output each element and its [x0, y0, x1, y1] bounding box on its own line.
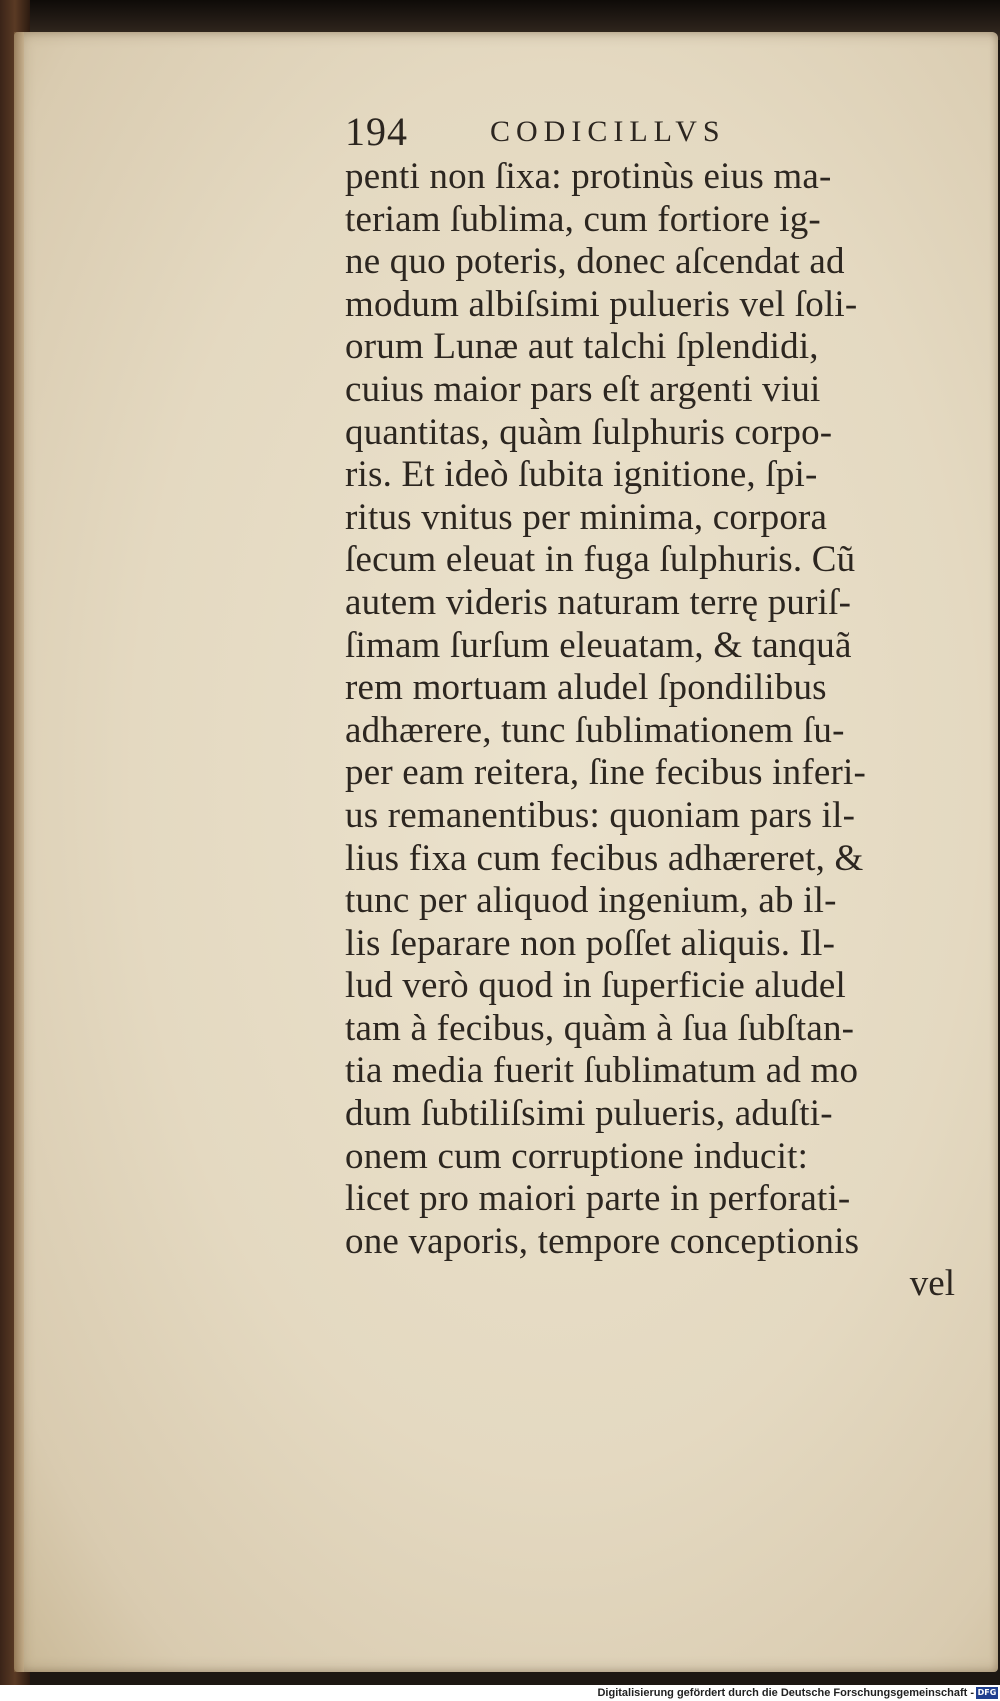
text-line: per eam reitera, ſine fecibus inferi- [345, 752, 867, 794]
running-head [345, 108, 955, 156]
text-line: tunc per aliquod ingenium, ab il- [345, 880, 837, 922]
text-line: one vaporis, tempore conceptionis [345, 1220, 860, 1262]
text-line: orum Lunæ aut talchi ſplendidi, [345, 326, 819, 368]
text-line: ris. Et ideò ſubita ignitione, ſpi- [345, 454, 818, 496]
text-line: quantitas, quàm ſulphuris corpo- [345, 411, 833, 453]
text-line: modum albiſsimi pulueris vel ſoli- [345, 283, 858, 325]
text-line: cuius maior pars eſt argenti viui [345, 368, 821, 410]
text-line: ne quo poteris, donec aſcendat ad [345, 241, 845, 283]
page-gutter-shadow [14, 32, 24, 1672]
text-line: adhærere, tunc ſublimationem ſu- [345, 709, 845, 751]
dfg-logo-icon: DFG [977, 1688, 997, 1697]
body-text [345, 156, 955, 1263]
funding-credit: Digitalisierung gefördert durch die Deutsche Forschungsgemeinschaft - [597, 1687, 974, 1699]
text-line: rem mortuam aludel ſpondilibus [345, 667, 827, 709]
page-number: 194 [345, 109, 408, 154]
text-line: ritus vnitus per minima, corpora [345, 496, 828, 538]
text-line: autem videris naturam terrę puriſ- [345, 581, 852, 623]
text-line: licet pro maiori parte in perforati- [345, 1178, 851, 1220]
text-line: dum ſubtiliſsimi pulueris, aduſti- [345, 1093, 833, 1135]
text-line: lius fixa cum fecibus adhæreret, & [345, 837, 864, 879]
text-line: us remanentibus: quoniam pars il- [345, 794, 856, 836]
catchword: vel [909, 1263, 955, 1305]
text-line: ſecum eleuat in fuga ſulphuris. Cũ [345, 539, 856, 581]
text-block [345, 108, 955, 1306]
text-line: lud verò quod in ſuperficie aludel [345, 965, 847, 1007]
text-line: tia media fuerit ſublimatum ad mo [345, 1050, 859, 1092]
text-line: ſimam ſurſum eleuatam, & tanquã [345, 624, 852, 666]
text-line: onem cum corruptione inducit: [345, 1135, 809, 1177]
text-line: lis ſeparare non poſſet aliquis. Il- [345, 922, 836, 964]
text-line: teriam ſublima, cum fortiore ig- [345, 198, 821, 240]
running-title: CODICILLVS [490, 115, 726, 148]
text-line: penti non ſixa: protinùs eius ma- [345, 156, 832, 197]
footer-bar [0, 1685, 1000, 1701]
text-line: tam à fecibus, quàm à ſua ſubſtan- [345, 1007, 855, 1049]
